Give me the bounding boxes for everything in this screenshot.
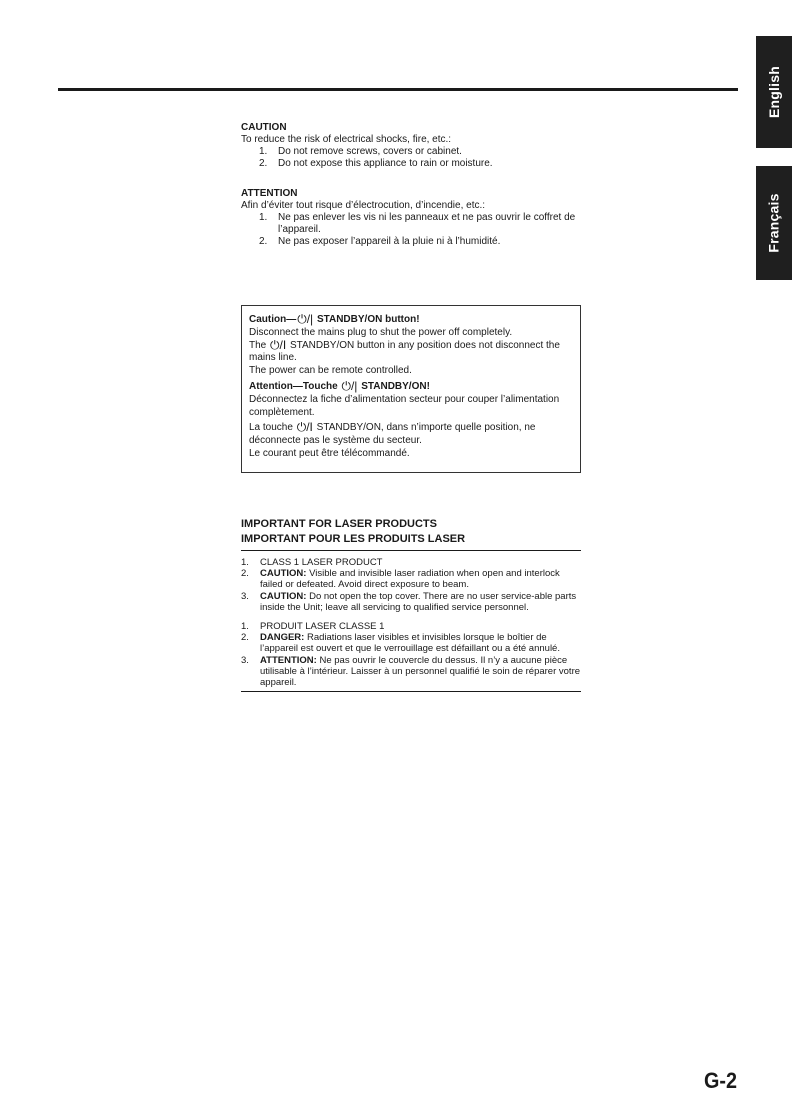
line-text: STANDBY/ON, dans n’importe quelle position, ne déconnecte pas le système du secteur. [249, 422, 536, 447]
standby-title-english [249, 314, 571, 327]
caution-list [241, 146, 586, 170]
top-rule [58, 88, 738, 91]
list-item [241, 655, 581, 689]
item-text: Ne pas ouvrir le couvercle du dessus. Il n’y a aucune pièce utilisable à l’intérieur. Laisser à un personnel qualifié le soin de réparer votre appareil. [260, 654, 581, 689]
caution-heading: CAUTION [241, 122, 287, 133]
laser-title-french: IMPORTANT POUR LES PRODUITS LASER [241, 532, 466, 545]
item-label: CAUTION: [260, 568, 307, 580]
item-number: 3. [241, 590, 249, 602]
item-number: 2. [241, 632, 249, 644]
list-item [241, 591, 581, 613]
line-text: La touche [249, 422, 296, 434]
item-number: 3. [241, 654, 249, 666]
item-number: 1. [241, 557, 249, 568]
item-text: Radiations laser visibles et invisibles lorsque le boîtier de l’appareil est ouvert et que le verrouillage est défaillant ou a été annulé. [260, 632, 560, 655]
item-text: Do not open the top cover. There are no user service-able parts inside the Unit; leave all servicing to qualified service personnel. [260, 590, 577, 613]
laser-list-french [241, 621, 581, 688]
item-text: CLASS 1 LASER PRODUCT [260, 557, 383, 568]
line-text: The [249, 339, 270, 351]
tab-francais[interactable] [756, 166, 792, 280]
standby-title-french [249, 378, 571, 394]
tab-english-label: English [766, 66, 782, 118]
standby-line: The power can be remote controlled. [249, 365, 412, 377]
power-standby-icon: ⏻/| [297, 312, 314, 326]
item-number: 1. [259, 212, 268, 223]
laser-title-english: IMPORTANT FOR LASER PRODUCTS [241, 518, 437, 530]
list-item [241, 236, 586, 248]
item-text: Do not expose this appliance to rain or moisture. [278, 158, 493, 169]
item-number: 2. [241, 568, 249, 580]
power-standby-icon: ⏻/I [270, 337, 287, 352]
attention-intro: Afin d’éviter tout risque d’électrocution, d’incendie, etc.: [241, 200, 486, 211]
list-item [241, 158, 586, 170]
caution-section-french [241, 188, 586, 248]
attention-list [241, 212, 586, 248]
standby-line [249, 337, 571, 366]
standby-line: Le courant peut être télécommandé. [249, 447, 410, 459]
line-text: STANDBY/ON button in any position does not disconnect the mains line. [249, 339, 560, 364]
list-item [241, 621, 581, 632]
list-item [241, 146, 586, 158]
page-number: G-2 [704, 1068, 738, 1093]
divider [241, 691, 581, 692]
item-text: Visible and invisible laser radiation when open and interlock failed or defeated. Avoid direct exposure to beam. [260, 568, 560, 591]
standby-line: Déconnectez la fiche d’alimentation secteur pour couper l’alimentation complètement. [249, 393, 560, 418]
tab-francais-label: Français [766, 193, 782, 253]
standby-line [249, 422, 571, 448]
tab-english[interactable] [756, 36, 792, 148]
item-number: 1. [241, 621, 249, 633]
list-item [241, 568, 581, 590]
item-number: 2. [259, 236, 268, 247]
list-item [241, 212, 586, 236]
title-text: Caution— [249, 314, 297, 325]
divider [241, 550, 581, 551]
item-text: Ne pas enlever les vis ni les panneaux et ne pas ouvrir le coffret de l’appareil. [278, 212, 576, 235]
item-label: DANGER: [260, 632, 305, 644]
item-label: CAUTION: [260, 590, 307, 602]
laser-products-section [241, 517, 581, 692]
item-text: Do not remove screws, covers or cabinet. [278, 146, 462, 157]
list-item [241, 557, 581, 568]
title-text: STANDBY/ON! [358, 380, 430, 392]
caution-section-english [241, 122, 586, 170]
title-text: Attention—Touche [249, 380, 341, 392]
item-text: PRODUIT LASER CLASSE 1 [260, 621, 385, 633]
caution-intro: To reduce the risk of electrical shocks, fire, etc.: [241, 134, 452, 145]
power-standby-icon: ⏻/| [341, 378, 358, 393]
standby-caution-box [241, 305, 581, 473]
standby-line: Disconnect the mains plug to shut the power off completely. [249, 326, 513, 338]
power-standby-icon: ⏻/I [296, 420, 313, 435]
item-number: 2. [259, 158, 268, 169]
item-label: ATTENTION: [260, 654, 317, 666]
title-text: STANDBY/ON button! [314, 314, 420, 325]
item-text: Ne pas exposer l’appareil à la pluie ni à l’humidité. [278, 236, 501, 247]
list-item [241, 632, 581, 654]
attention-heading: ATTENTION [241, 188, 298, 199]
laser-list-english [241, 557, 581, 613]
item-number: 1. [259, 146, 268, 157]
